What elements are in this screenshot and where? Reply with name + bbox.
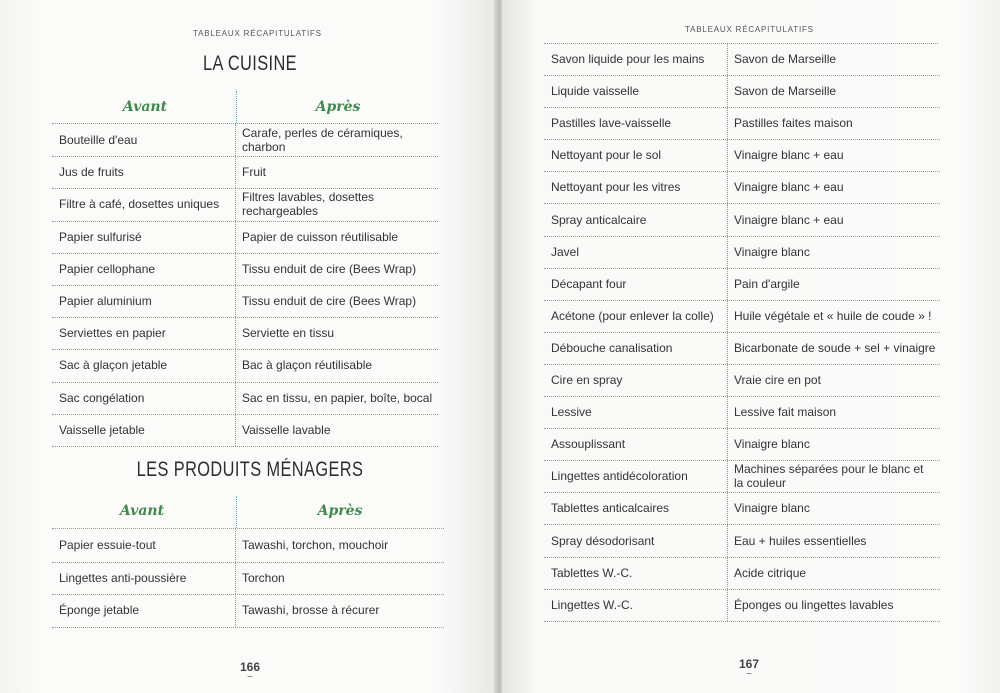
cell-avant: Papier sulfurisé bbox=[52, 221, 236, 253]
cell-avant: Papier aluminium bbox=[52, 285, 236, 317]
cell-apres: Serviette en tissu bbox=[242, 326, 335, 341]
cell-avant: Filtre à café, dosettes uniques bbox=[52, 188, 236, 220]
cell-apres: Torchon bbox=[242, 570, 285, 585]
table-row bbox=[544, 364, 940, 397]
table-row bbox=[544, 396, 940, 429]
right-page bbox=[502, 0, 1000, 693]
cell-avant: Cire en spray bbox=[544, 364, 728, 396]
cell-apres: Tissu enduit de cire (Bees Wrap) bbox=[242, 294, 417, 309]
table-row bbox=[52, 156, 438, 189]
table-row bbox=[544, 557, 940, 590]
cell-avant: Assouplissant bbox=[544, 428, 728, 460]
column-header-avant: Avant bbox=[119, 503, 165, 519]
table-row bbox=[544, 589, 940, 622]
cell-apres: Filtres lavables, dosettes rechargeables bbox=[242, 190, 375, 219]
table-row bbox=[52, 221, 438, 254]
cell-avant: Savon liquide pour les mains bbox=[544, 43, 728, 75]
table-row bbox=[544, 492, 940, 525]
cell-avant: Papier essuie-tout bbox=[52, 529, 236, 562]
table-row bbox=[544, 75, 940, 108]
cell-apres: Tissu enduit de cire (Bees Wrap) bbox=[242, 261, 417, 276]
page-number: 166 bbox=[239, 660, 261, 674]
cell-apres: Machines séparées pour le blanc et la couleur bbox=[734, 462, 924, 491]
table-row bbox=[52, 382, 438, 415]
column-header-avant: Avant bbox=[122, 99, 168, 115]
cell-avant: Serviettes en papier bbox=[52, 317, 236, 349]
cell-avant: Nettoyant pour les vitres bbox=[544, 171, 728, 203]
cell-apres: Éponges ou lingettes lavables bbox=[734, 597, 894, 612]
cell-avant: Spray désodorisant bbox=[544, 525, 728, 557]
cell-apres: Huile végétale et « huile de coude » ! bbox=[734, 308, 932, 323]
cell-avant: Sac à glaçon jetable bbox=[52, 349, 236, 381]
table-row bbox=[544, 428, 940, 461]
cell-avant: Bouteille d'eau bbox=[52, 124, 236, 156]
table-row bbox=[544, 43, 940, 76]
table-row bbox=[544, 171, 940, 204]
cell-avant: Nettoyant pour le sol bbox=[544, 139, 728, 171]
cell-apres: Fruit bbox=[242, 165, 266, 180]
table-row bbox=[52, 594, 444, 628]
cell-avant: Tablettes W.-C. bbox=[544, 557, 728, 589]
section-title-cuisine: LA CUISINE bbox=[202, 52, 298, 75]
cell-avant: Spray anticalcaire bbox=[544, 204, 728, 236]
cell-apres: Eau + huiles essentielles bbox=[734, 533, 867, 548]
cell-avant: Lessive bbox=[544, 396, 728, 428]
cell-avant: Éponge jetable bbox=[52, 594, 236, 627]
table-row bbox=[544, 107, 940, 140]
cell-avant: Débouche canalisation bbox=[544, 332, 728, 364]
table-row bbox=[52, 562, 444, 596]
cell-apres: Vinaigre blanc bbox=[734, 244, 810, 259]
cell-avant: Pastilles lave-vaisselle bbox=[544, 107, 728, 139]
table-row bbox=[52, 529, 444, 563]
cell-apres: Savon de Marseille bbox=[734, 84, 837, 99]
cell-avant: Lingettes W.-C. bbox=[544, 589, 728, 621]
cell-avant: Papier cellophane bbox=[52, 253, 236, 285]
cell-apres: Vinaigre blanc bbox=[734, 501, 810, 516]
cell-apres: Vinaigre blanc + eau bbox=[734, 148, 844, 163]
cell-apres: Vraie cire en pot bbox=[734, 373, 821, 388]
cell-avant: Jus de fruits bbox=[52, 156, 236, 188]
page-ornament: ~ bbox=[247, 672, 253, 683]
page-ornament: ~ bbox=[746, 669, 752, 680]
cell-apres: Carafe, perles de céramiques, charbon bbox=[242, 126, 403, 155]
cell-avant: Javel bbox=[544, 236, 728, 268]
table-row bbox=[544, 139, 940, 172]
left-page bbox=[0, 0, 496, 693]
column-header-apres: Après bbox=[315, 99, 361, 115]
table-row bbox=[52, 349, 438, 382]
cell-avant: Lingettes anti-poussière bbox=[52, 562, 236, 595]
table-row bbox=[544, 300, 940, 333]
cell-apres: Lessive fait maison bbox=[734, 405, 837, 420]
table-row bbox=[544, 204, 940, 237]
section-title-menagers: LES PRODUITS MÉNAGERS bbox=[136, 458, 364, 481]
table-row bbox=[52, 188, 438, 221]
column-header-apres: Après bbox=[317, 503, 363, 519]
cell-apres: Tawashi, torchon, mouchoir bbox=[242, 538, 389, 553]
cell-apres: Sac en tissu, en papier, boîte, bocal bbox=[242, 390, 433, 405]
table-row bbox=[544, 236, 940, 269]
cell-apres: Acide citrique bbox=[734, 565, 807, 580]
page-number: 167 bbox=[738, 657, 760, 671]
cell-avant: Tablettes anticalcaires bbox=[544, 492, 728, 524]
cell-apres: Bicarbonate de soude + sel + vinaigre bbox=[734, 340, 936, 355]
cell-avant: Lingettes antidécoloration bbox=[544, 460, 728, 492]
cell-avant: Décapant four bbox=[544, 268, 728, 300]
cell-apres: Pastilles faites maison bbox=[734, 116, 853, 131]
table-row bbox=[52, 414, 438, 447]
table-row bbox=[52, 317, 438, 350]
cell-avant: Vaisselle jetable bbox=[52, 414, 236, 446]
cell-apres: Pain d'argile bbox=[734, 276, 800, 291]
table-row bbox=[52, 253, 438, 286]
table-row bbox=[52, 124, 438, 157]
cell-avant: Sac congélation bbox=[52, 382, 236, 414]
cell-apres: Vinaigre blanc + eau bbox=[734, 180, 844, 195]
cell-apres: Savon de Marseille bbox=[734, 52, 837, 67]
cell-apres: Vinaigre blanc bbox=[734, 437, 810, 452]
cell-apres: Bac à glaçon réutilisable bbox=[242, 358, 373, 373]
cell-apres: Vaisselle lavable bbox=[242, 422, 331, 437]
table-row bbox=[544, 460, 940, 493]
running-head: TABLEAUX RÉCAPITULATIFS bbox=[685, 25, 814, 34]
cell-avant: Liquide vaisselle bbox=[544, 75, 728, 107]
table-row bbox=[544, 332, 940, 365]
cell-apres: Vinaigre blanc + eau bbox=[734, 212, 844, 227]
table-row bbox=[544, 525, 940, 558]
table-row bbox=[544, 268, 940, 301]
cell-apres: Tawashi, brosse à récurer bbox=[242, 603, 380, 618]
cell-apres: Papier de cuisson réutilisable bbox=[242, 229, 399, 244]
table-row bbox=[52, 285, 438, 318]
running-head: TABLEAUX RÉCAPITULATIFS bbox=[193, 29, 322, 38]
cell-avant: Acétone (pour enlever la colle) bbox=[544, 300, 728, 332]
